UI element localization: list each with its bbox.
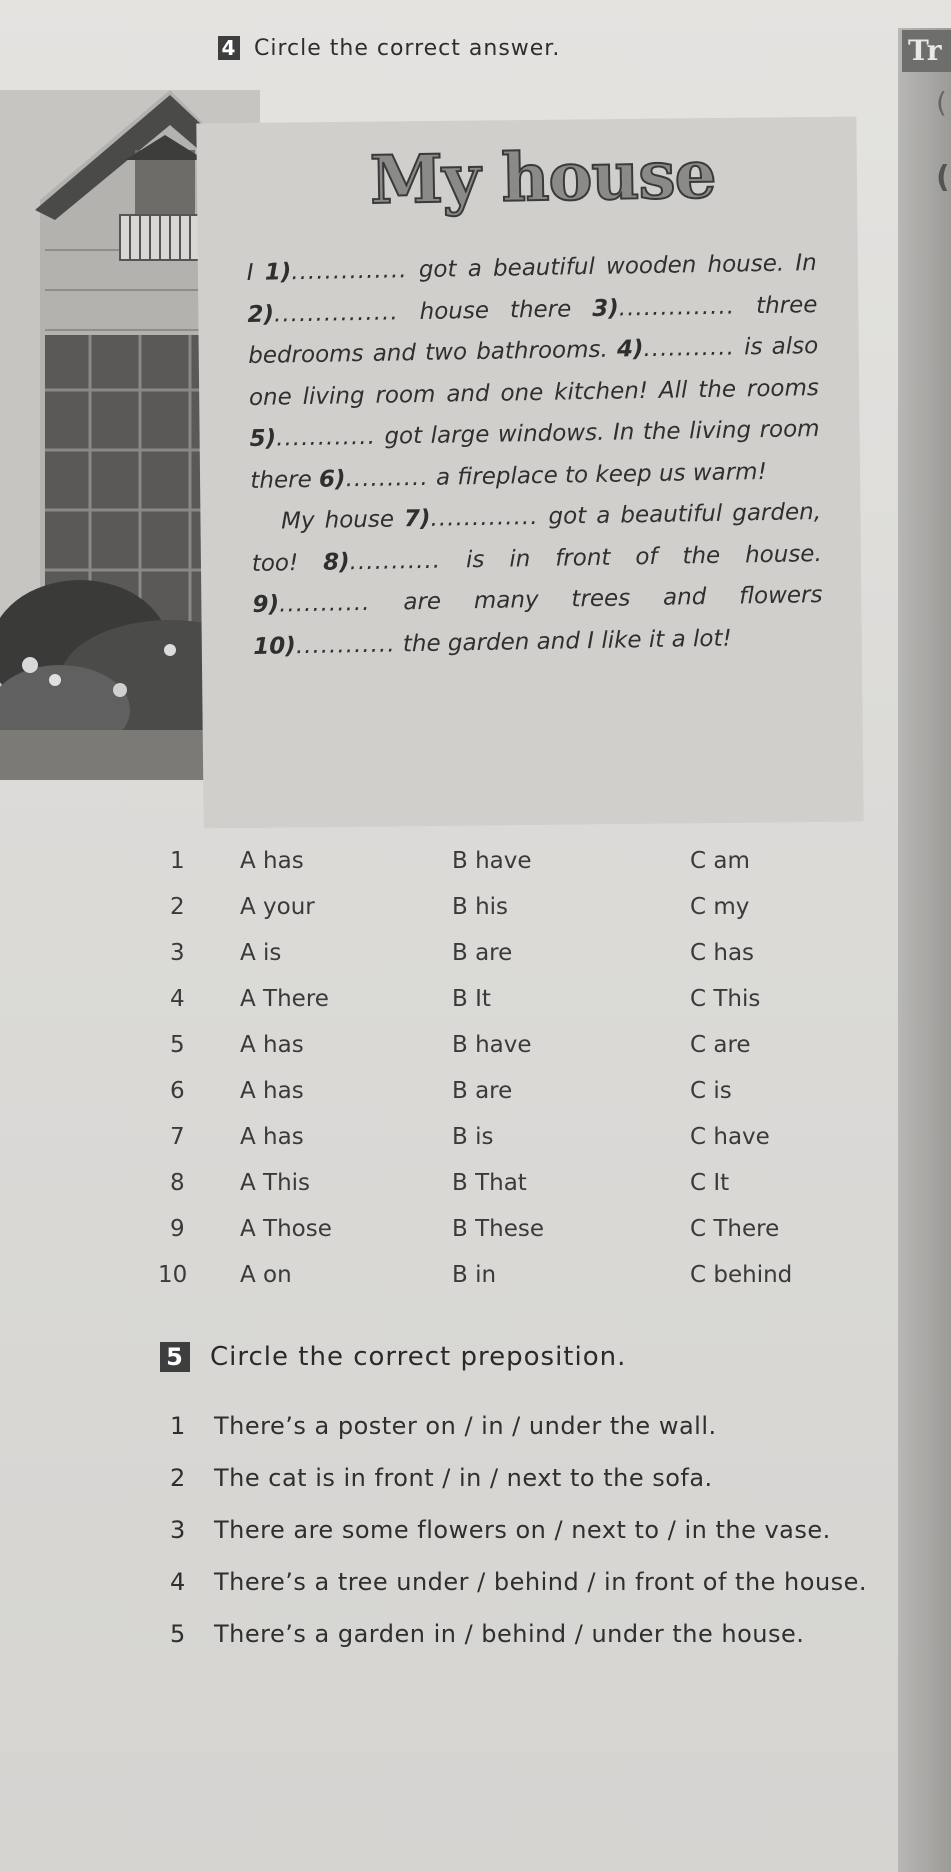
option-row <box>170 1216 850 1262</box>
option-b[interactable]: B It <box>452 986 491 1012</box>
item-number: 5 <box>170 1620 186 1648</box>
option-b[interactable]: B are <box>452 1078 513 1104</box>
option-number: 1 <box>170 848 185 874</box>
option-row <box>170 1124 850 1170</box>
option-a[interactable]: A on <box>240 1262 292 1288</box>
option-row <box>158 1262 850 1308</box>
option-c[interactable]: C have <box>690 1124 770 1150</box>
option-row <box>170 940 850 986</box>
blank-line: .......... <box>345 464 429 492</box>
blank-number: 2) <box>247 301 275 328</box>
option-number: 5 <box>170 1032 185 1058</box>
option-b[interactable]: B That <box>452 1170 527 1196</box>
list-item <box>170 1556 870 1608</box>
exercise-5-number: 5 <box>160 1342 190 1372</box>
list-item <box>170 1452 870 1504</box>
exercise-4-heading <box>218 36 560 61</box>
story-fragment: the garden and I like it a lot! <box>402 625 732 657</box>
option-c[interactable]: C It <box>690 1170 730 1196</box>
option-a[interactable]: A is <box>240 940 282 966</box>
blank-line: .............. <box>291 257 408 286</box>
option-row <box>170 1170 850 1216</box>
option-a[interactable]: A has <box>240 848 304 874</box>
blank-number: 6) <box>318 465 346 493</box>
exercise-5-heading <box>160 1342 626 1372</box>
next-page-edge <box>898 28 951 1872</box>
item-text[interactable]: There are some flowers on / next to / in the vase. <box>214 1516 831 1544</box>
option-number: 6 <box>170 1078 185 1104</box>
option-number: 3 <box>170 940 185 966</box>
option-c[interactable]: C There <box>690 1216 780 1242</box>
option-number: 9 <box>170 1216 185 1242</box>
option-b[interactable]: B are <box>452 940 513 966</box>
story-text <box>246 243 823 668</box>
option-c[interactable]: C am <box>690 848 750 874</box>
option-row <box>170 848 850 894</box>
item-number: 1 <box>170 1412 186 1440</box>
story-fragment: is also one living room and one kitchen! All the rooms <box>248 333 820 411</box>
item-number: 3 <box>170 1516 186 1544</box>
option-c[interactable]: C behind <box>690 1262 793 1288</box>
blank-number: 5) <box>249 425 277 452</box>
option-b[interactable]: B have <box>452 1032 532 1058</box>
option-a[interactable]: A There <box>240 986 329 1012</box>
exercise-4-instruction: Circle the correct answer. <box>254 36 561 61</box>
story-fragment: a fireplace to keep us warm! <box>435 458 768 491</box>
option-c[interactable]: C my <box>690 894 750 920</box>
blank-line: .............. <box>618 292 736 322</box>
story-fragment: got a beautiful wooden house. In <box>418 250 817 283</box>
story-fragment: is in front of the house. <box>465 540 822 573</box>
story-fragment: got a beautiful garden, too! <box>251 499 822 577</box>
blank-line: ............ <box>295 630 396 659</box>
option-number: 4 <box>170 986 185 1012</box>
blank-line: ........... <box>643 334 736 363</box>
story-fragment: three bedrooms and two bathrooms. <box>247 291 818 369</box>
option-row <box>170 894 850 940</box>
blank-number: 1) <box>264 259 292 286</box>
option-number: 10 <box>158 1262 188 1288</box>
item-text[interactable]: There’s a tree under / behind / in front of the house. <box>214 1568 868 1596</box>
option-number: 7 <box>170 1124 185 1150</box>
list-item <box>170 1608 870 1660</box>
option-c[interactable]: C are <box>690 1032 751 1058</box>
option-c[interactable]: C is <box>690 1078 732 1104</box>
next-page-tab <box>902 30 951 72</box>
item-number: 2 <box>170 1464 186 1492</box>
option-a[interactable]: A your <box>240 894 315 920</box>
option-row <box>170 986 850 1032</box>
blank-number: 10) <box>253 632 297 660</box>
story-title: My house <box>369 134 717 220</box>
option-b[interactable]: B is <box>452 1124 494 1150</box>
option-number: 2 <box>170 894 185 920</box>
answer-options <box>158 848 850 1308</box>
list-item <box>170 1400 870 1452</box>
blank-number: 4) <box>616 336 644 363</box>
blank-number: 7) <box>403 505 431 533</box>
blank-line: ........... <box>349 547 442 575</box>
option-c[interactable]: C has <box>690 940 755 966</box>
blank-number: 8) <box>322 548 350 576</box>
option-a[interactable]: A Those <box>240 1216 332 1242</box>
next-page-tab-text: Tr <box>908 34 942 67</box>
option-a[interactable]: A This <box>240 1170 311 1196</box>
story-fragment: I <box>246 259 254 287</box>
preposition-list <box>170 1400 870 1660</box>
option-b[interactable]: B in <box>452 1262 497 1288</box>
story-fragment: are many trees and flowers <box>403 582 823 616</box>
list-item <box>170 1504 870 1556</box>
next-page-letter: ( <box>936 160 950 195</box>
option-b[interactable]: B These <box>452 1216 544 1242</box>
option-b[interactable]: B have <box>452 848 532 874</box>
blank-line: ............ <box>275 423 377 452</box>
blank-number: 9) <box>252 591 280 618</box>
blank-line: ........... <box>278 589 371 618</box>
option-a[interactable]: A has <box>240 1078 304 1104</box>
blank-line: ............. <box>430 503 539 532</box>
option-row <box>170 1078 850 1124</box>
blank-line: ............... <box>273 298 399 328</box>
story-fragment: My house <box>280 506 395 535</box>
option-a[interactable]: A has <box>240 1032 304 1058</box>
item-text[interactable]: The cat is in front / in / next to the sofa. <box>214 1464 713 1492</box>
exercise-5-instruction: Circle the correct preposition. <box>210 1342 627 1372</box>
option-a[interactable]: A has <box>240 1124 304 1150</box>
option-row <box>170 1032 850 1078</box>
blank-number: 3) <box>592 295 619 322</box>
next-page-paren: ( <box>936 86 947 119</box>
option-c[interactable]: C This <box>690 986 761 1012</box>
exercise-4-number: 4 <box>218 36 240 60</box>
story-fragment: house there <box>419 295 572 325</box>
item-text[interactable]: There’s a poster on / in / under the wall. <box>214 1412 717 1440</box>
item-text[interactable]: There’s a garden in / behind / under the house. <box>214 1620 805 1648</box>
story-fragment: got large windows. In the living room there <box>250 416 820 494</box>
item-number: 4 <box>170 1568 186 1596</box>
option-number: 8 <box>170 1170 185 1196</box>
option-b[interactable]: B his <box>452 894 509 920</box>
